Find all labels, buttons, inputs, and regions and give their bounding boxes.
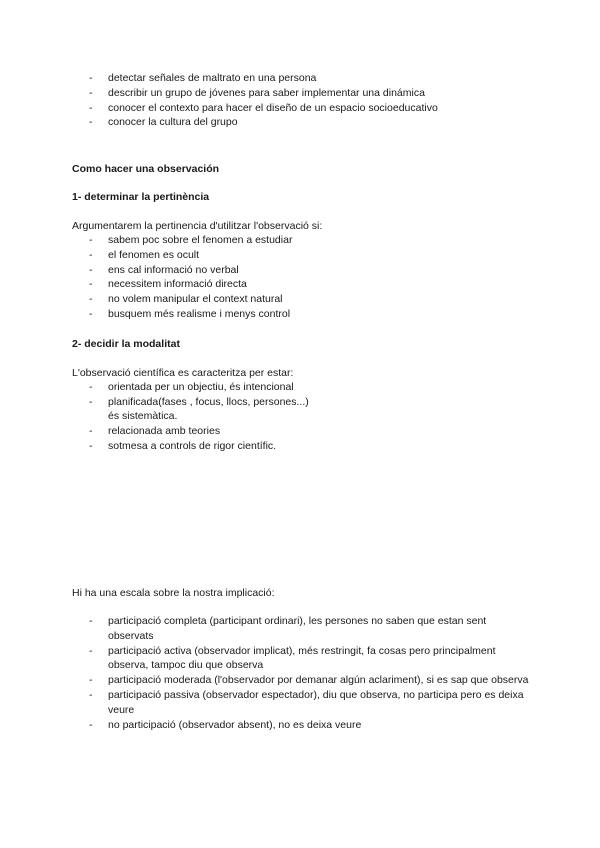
list-item-continuation: és sistemàtica. — [108, 410, 178, 422]
intro-modalitat: L'observació científica es caracteritza per estar: — [72, 367, 294, 379]
list-escala — [89, 614, 529, 732]
intro-pertinencia: Argumentarem la pertinencia d'utilitzar l'observació si: — [72, 220, 323, 232]
heading-pertinencia: 1- determinar la pertinència — [72, 191, 210, 203]
list-item: - busquem més realisme i menys control — [89, 307, 529, 322]
list-item: - describir un grupo de jóvenes para saber implementar una dinámica — [89, 86, 529, 101]
list-item: - participació passiva (observador espectador), diu que observa, no participa pero es deixa veure — [89, 688, 529, 718]
list-item: - relacionada amb teories — [89, 424, 529, 439]
list-item: - el fenomen es ocult — [89, 248, 529, 263]
list-item: - conocer la cultura del grupo — [89, 115, 529, 130]
list-item: - conocer el contexto para hacer el diseño de un espacio socioeducativo — [89, 101, 529, 116]
heading-como-observacion: Como hacer una observación — [72, 163, 220, 175]
list-item: - participació moderada (l'observador por demanar algún aclariment), si es sap que observa — [89, 673, 529, 688]
list-item: - sotmesa a controls de rigor científic. — [89, 439, 529, 454]
list-item: - no participació (observador absent), no es deixa veure — [89, 718, 529, 733]
list-item: - necessitem informació directa — [89, 277, 529, 292]
list-item: - planificada(fases , focus, llocs, persones...) — [89, 395, 529, 410]
list-modalitat — [89, 380, 529, 410]
list-item: - participació activa (observador implicat), més restringit, fa cosas pero principalment observa, tampoc diu que observa — [89, 644, 529, 674]
list-item: - orientada per un objectiu, és intencional — [89, 380, 529, 395]
list-item: - detectar señales de maltrato en una persona — [89, 71, 529, 86]
list-modalitat-2 — [89, 424, 529, 454]
list-item: - sabem poc sobre el fenomen a estudiar — [89, 233, 529, 248]
list-item: - ens cal informació no verbal — [89, 263, 529, 278]
list-item: - no volem manipular el context natural — [89, 292, 529, 307]
list-pertinencia — [89, 233, 529, 322]
list-item: - participació completa (participant ordinari), les persones no saben que estan sent observats — [89, 614, 529, 644]
list-objectives — [89, 71, 529, 130]
heading-modalitat: 2- decidir la modalitat — [72, 338, 180, 350]
intro-escala: Hi ha una escala sobre la nostra implicació: — [72, 587, 275, 599]
